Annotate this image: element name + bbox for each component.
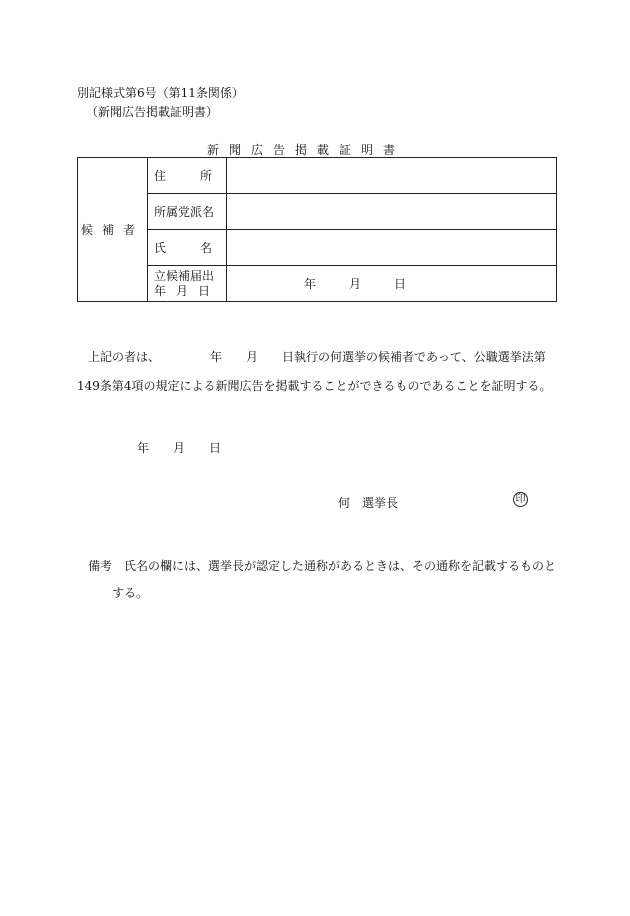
address-label: 住 所 — [148, 158, 227, 194]
candidate-side-label: 候補者 — [78, 158, 148, 302]
form-subtitle: （新聞広告掲載証明書） — [86, 105, 219, 119]
document-title: 新聞広告掲載証明書 — [207, 143, 406, 157]
filing-date-value[interactable]: 年 月 日 — [227, 266, 557, 302]
remarks-line-2: する。 — [112, 586, 149, 600]
party-value[interactable] — [227, 194, 557, 230]
name-label: 氏 名 — [148, 230, 227, 266]
body-line-2: 149条第4項の規定による新聞広告を掲載することができるものであることを証明する。 — [77, 379, 552, 393]
table-row-name — [78, 230, 557, 266]
candidate-table — [77, 157, 557, 302]
name-value[interactable] — [227, 230, 557, 266]
issue-date: 年 月 日 — [137, 441, 222, 455]
form-reference: 別記様式第6号（第11条関係） — [77, 86, 244, 100]
body-line-1: 上記の者は、 年 月 日執行の何選挙の候補者であって、公職選挙法第 — [88, 350, 546, 364]
filing-date-label: 立候補届出 年 月 日 — [148, 266, 227, 302]
table-row-party — [78, 194, 557, 230]
address-value[interactable] — [227, 158, 557, 194]
table-row-address — [78, 158, 557, 194]
remarks-line-1: 備考 氏名の欄には、選挙長が認定した通称があるときは、その通称を記載するものと — [88, 559, 557, 573]
election-officer-label: 何 選挙長 — [338, 496, 399, 510]
seal-mark: 印 — [513, 492, 528, 507]
party-label: 所属党派名 — [148, 194, 227, 230]
table-row-filing-date — [78, 266, 557, 302]
